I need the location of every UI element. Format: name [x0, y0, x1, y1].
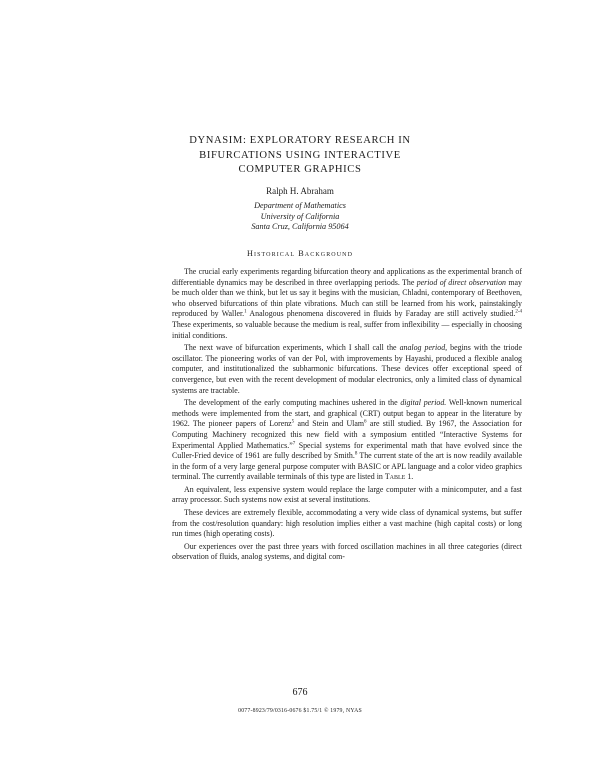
p1-ref-1: 1 — [244, 309, 247, 315]
paragraph-3 — [172, 398, 522, 483]
section-heading: Historical Background — [246, 249, 354, 258]
p2-text-b: begins with the triode oscillator. The pioneering works of van der Pol, with improvements by Hayashi, produced a flexible analog computer, and institutionalized the subharmonic bifurcations. These devices offer exceptional speed of convergence, but even with the recent development of modular electronics, only a limited class of dynamical systems are tractable. — [172, 343, 522, 395]
p3-text-e: Special systems for experimental math that have evolved since the Culler-Fried device of 1961 are fully described by Smith. — [172, 440, 522, 461]
affiliation-department: Department of Mathematics — [254, 201, 346, 210]
p3-text-g: 1. — [405, 472, 414, 482]
paragraph-5: These devices are extremely flexible, accommodating a very wide class of dynamical systems, but suffer from the cost/resolution quandary: high resolution implies either a vast machine (high capital costs) or long run times (high operating costs). — [172, 508, 522, 539]
author-affiliation — [190, 201, 410, 233]
p3-text-c: and Stein and Ulam — [294, 419, 365, 429]
paragraph-2 — [172, 343, 522, 396]
p3-text-b: Well-known numerical methods were implemented from the start, and graphical (CRT) output began to appear in the literature by 1962. The pioneer papers of Lorenz — [172, 398, 522, 429]
title-line-2: BIFURCATIONS USING INTERACTIVE — [199, 149, 401, 161]
affiliation-address: Santa Cruz, California 95064 — [251, 222, 349, 232]
body-text — [172, 267, 522, 563]
p3-ref-3: 7 — [292, 440, 296, 446]
footer-citation: 0077-8923/79/0316-0676 $1.75/1 © 1979, NYAS — [238, 708, 362, 714]
p1-ref-2: 2-4 — [515, 309, 522, 315]
page-number: 676 — [292, 687, 308, 698]
p1-text-d: These experiments, so valuable because the medium is real, suffer from inflexibility — especially in choosing initial conditions. — [172, 319, 522, 340]
p3-table-ref: Table — [384, 472, 406, 482]
p3-ref-4: 8 — [354, 451, 358, 457]
p3-text-f: The current state of the art is now readily available in the form of a very large general purpose computer with BASIC or APL language and a color video graphics terminal. The currently available terminals of this type are listed in — [172, 451, 522, 482]
paragraph-6: Our experiences over the past three years with forced oscillation machines in all three categories (direct observation of fluids, analog systems, and digital com- — [172, 541, 522, 562]
p1-text-b: may be much older than we think, but let us say it begins with the musician, Chladni, contemporary of Beethoven, who observed bifurcations of thin plate vibrations. Much can still be learned from his work, painstakingly reproduced by Waller. — [172, 277, 522, 319]
p1-text-c: Analogous phenomena discovered in fluids by Faraday are still actively studied. — [246, 309, 516, 319]
p3-ref-2: 6 — [364, 419, 367, 425]
p2-emphasis: analog period, — [399, 343, 448, 353]
p3-ref-1: 5 — [291, 419, 295, 425]
paragraph-4: An equivalent, less expensive system would replace the large computer with a minicomputer, and a fast array processor. Such systems now exist at several institutions. — [172, 484, 522, 505]
affiliation-university: University of California — [260, 211, 340, 221]
paper-title — [150, 134, 450, 178]
title-line-3: COMPUTER GRAPHICS — [238, 164, 362, 175]
p2-text-a: The next wave of bifurcation experiments, which I shall call the — [184, 343, 400, 353]
paragraph-1 — [172, 267, 522, 341]
p1-emphasis: period of direct observation — [416, 277, 507, 287]
p1-text-a: The crucial early experiments regarding bifurcation theory and applications as the experimental branch of differentiable dynamics may be described in three overlapping periods. The — [172, 267, 522, 287]
p3-text-d: are still studied. By 1967, the Association for Computing Machinery recognized this new field with a symposium entitled “Interactive Systems for Experimental Applied Mathematics.” — [172, 419, 522, 450]
title-line-1: DYNASIM: EXPLORATORY RESEARCH IN — [189, 135, 411, 146]
p3-emphasis: digital period. — [400, 398, 447, 408]
p3-text-a: The development of the early computing machines ushered in the — [184, 398, 401, 408]
author-name: Ralph H. Abraham — [266, 186, 334, 196]
